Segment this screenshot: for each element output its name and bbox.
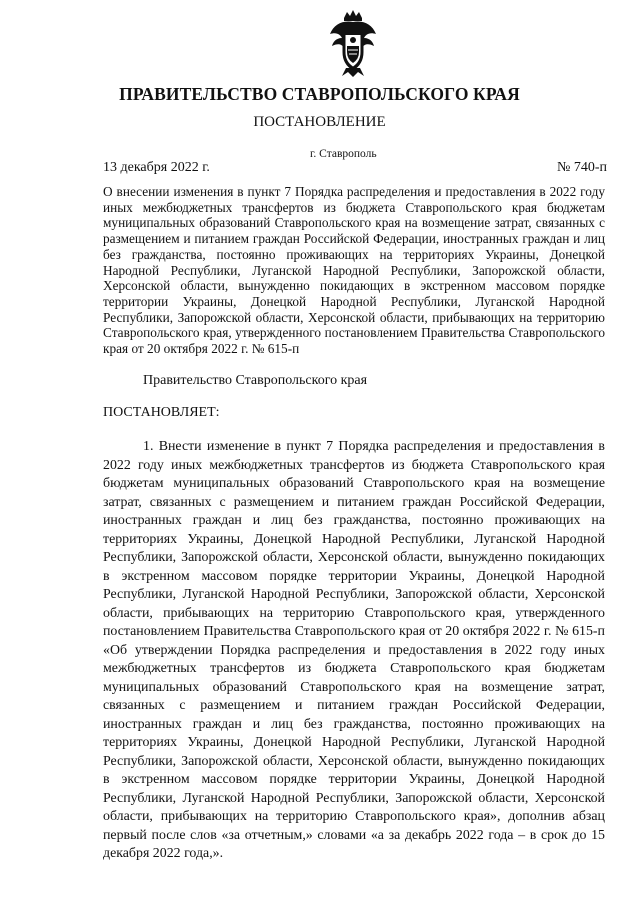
preamble-decrees: ПОСТАНОВЛЯЕТ: bbox=[103, 405, 220, 420]
coat-of-arms-icon bbox=[328, 8, 378, 78]
city-label: г. Ставрополь bbox=[310, 148, 377, 160]
preamble-government: Правительство Ставропольского края bbox=[143, 373, 368, 388]
document-type: ПОСТАНОВЛЕНИЕ bbox=[253, 114, 386, 130]
document-date: 13 декабря 2022 г. bbox=[103, 160, 210, 175]
body-paragraph-1: 1. Внести изменение в пункт 7 Порядка распределения и предоставления в 2022 году иных межбюджетных трансфертов из бюджета Ставропольского края бюджетам муниципальных образований Ставропольского края на возмещение затрат, связанных с размещением и питанием граждан Российской Федерации, иностранных граждан и лиц без гражданства, постоянно проживающих на территориях Украины, Донецкой Народной Республики, Луганской Народной Республики, Запорожской области, Херсонской области, вынужденно покидающих в экстренном массовом порядке территории Украины, Донецкой Народной Республики, Луганской Народной Республики, Запорожской области, Херсонской области, прибывающих на территорию Ставропольского края, утвержденного постановлением Правительства Ставропольского края от 20 октября 2022 г. № 615-п «Об утверждении Порядка распределения и предоставления в 2022 году иных межбюджетных трансфертов из бюджета Ставропольского края бюджетам муниципальных образований Ставропольского края на возмещение затрат, связанных с размещением и питанием граждан Российской Федерации, иностранных граждан и лиц без гражданства, постоянно проживающих на территориях Украины, Донецкой Народной Республики, Луганской Народной Республики, Запорожской области, Херсонской области, вынужденно покидающих в экстренном массовом порядке территории Украины, Донецкой Народной Республики, Луганской Народной Республики, Запорожской области, Херсонской области, прибывающих на территорию Ставропольского края», дополнив абзац первый после слов «за отчетным,» словами «а за декабрь 2022 года – в срок до 15 декабря 2022 года,». bbox=[103, 439, 605, 861]
document-subject: О внесении изменения в пункт 7 Порядка распределения и предоставления в 2022 году иных межбюджетных трансфертов из бюджета Ставропольского края бюджетам муниципальных образований Ставропольского края на возмещение затрат, связанных с размещением и питанием граждан Российской Федерации, иностранных граждан и лиц без гражданства, постоянно проживающих на территориях Украины, Донецкой Народной Республики, Луганской Народной Республики, Запорожской области, Херсонской области, вынужденно покидающих в экстренном массовом порядке территории Украины, Донецкой Народной Республики, Луганской Народной Республики, Запорожской области, Херсонской области, прибывающих на территорию Ставропольского края, утвержденного постановлением Правительства Ставропольского края от 20 октября 2022 г. № 615-п bbox=[103, 184, 605, 357]
authority-title: ПРАВИТЕЛЬСТВО СТАВРОПОЛЬСКОГО КРАЯ bbox=[119, 84, 520, 104]
document-number: № 740-п bbox=[556, 160, 607, 175]
